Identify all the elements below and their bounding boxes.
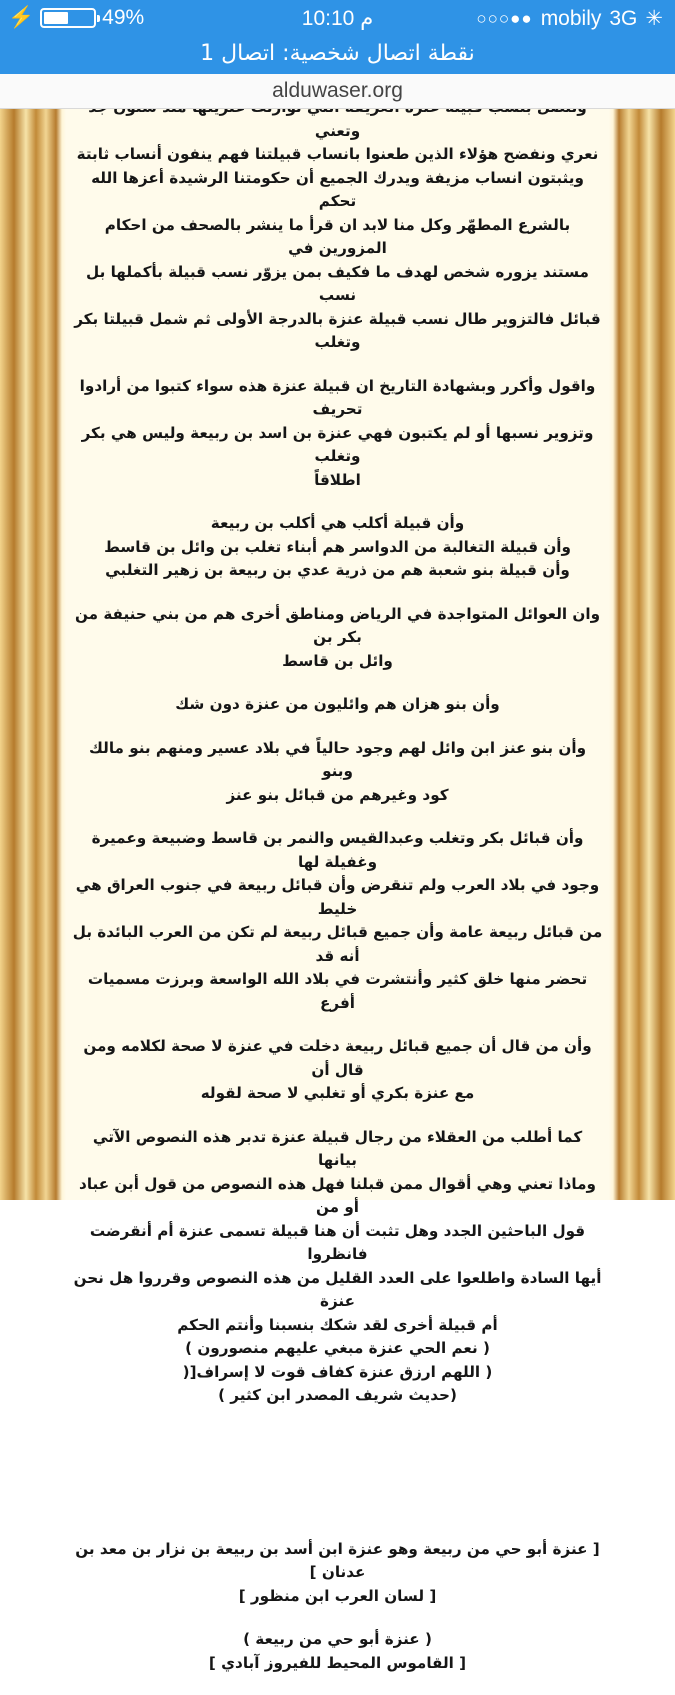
signal-strength-icon: ○○○●● — [476, 8, 533, 28]
text-line: أيها السادة واطلعوا على العدد القليل من هذه النصوص وقرروا هل نحن عنزة — [73, 1268, 602, 1310]
text-line: كود وغيرهم من قبائل بنو عنز — [226, 785, 449, 804]
text-line: ( اللهم ارزق عنزة كفاف قوت لا إسراف[( — [182, 1362, 493, 1381]
text-line: مستند يزوره شخص لهدف ما فكيف بمن يزوّر نسب قبيلة بأكملها بل نسب — [86, 262, 589, 304]
text-line: [ لسان العرب ابن منظور ] — [238, 1586, 437, 1605]
text-line: نعري ونفضح هؤلاء الذين طعنوا بانساب قبيلتنا فهم ينفون أنساب ثابتة — [76, 145, 599, 163]
network-type: 3G — [609, 6, 638, 30]
text-line: وأن من قال أن جميع قبائل ربيعة دخلت في عنزة لا صحة لكلامه ومن قال أن — [83, 1037, 592, 1079]
text-line: وان العوائل المتواجدة في الرياض ومناطق أخرى هم من بني حنيفة من بكر بن — [74, 604, 601, 646]
text-line: [ عنزة أبو حي من ربيعة وهو عنزة ابن أسد بن ربيعة بن نزار بن معد بن — [75, 1539, 600, 1558]
text-line: مع عنزة بكري أو تغلبي لا صحة لقوله — [200, 1084, 475, 1102]
text-line: وأن قبيلة التغالبة من الدواسر هم أبناء تغلب بن وائل بن قاسط — [104, 537, 571, 556]
url-bar[interactable]: alduwaser.org — [0, 74, 675, 109]
paragraph-11 — [72, 1628, 603, 1675]
text-line: وأن بنو هزان هم وائليون من عنزة دون شك — [175, 695, 500, 713]
text-line: اطلاقاً — [314, 470, 361, 489]
text-line: من قبائل ربيعة عامة وأن جميع قبائل ربيعة لم تكن من العرب البائدة بل أنه قد — [72, 923, 603, 965]
web-page — [0, 108, 675, 1672]
paragraph-7 — [72, 827, 603, 1015]
text-line: وأن قبيلة أكلب هي أكلب بن ربيعة — [210, 514, 465, 532]
paragraph-9 — [72, 1126, 603, 1408]
article-text — [72, 96, 603, 1695]
text-line: ( نعم الحي عنزة مبغي عليهم منصورون ) — [185, 1339, 490, 1357]
text-line: قول الباحثين الجدد وهل تثبت أن هنا قبيلة تسمى عنزة أم أنقرضت فانظروا — [89, 1221, 586, 1263]
paragraph-3 — [72, 512, 603, 583]
text-line: وماذا تعني وهي أقوال ممن قبلنا فهل هذه النصوص من قول أبن عباد أو من — [79, 1174, 596, 1216]
status-time: 10:10 م — [301, 7, 374, 30]
paragraph-4 — [72, 603, 603, 674]
text-line: قبائل فالتزوير طال نسب قبيلة عنزة بالدرجة الأولى ثم شمل قبيلتا بكر وتغلب — [74, 309, 601, 351]
status-right — [476, 6, 663, 31]
paragraph-8 — [72, 1035, 603, 1106]
paragraph-5 — [72, 693, 603, 717]
text-line: [ القاموس المحيط للفيروز آبادي ] — [208, 1653, 467, 1672]
text-line: وأن قبيلة بنو شعبة هم من ذرية عدي بن ربيعة بن زهير التغلبي — [105, 561, 570, 579]
text-line: وأن بنو عنز ابن وائل لهم وجود حالياً في بلاد عسير ومنهم بنو مالك وبنو — [88, 738, 587, 780]
text-line: ويثبتون انساب مزيفة ويدرك الجميع أن حكومتنا الرشيدة أعزها الله تحكم — [91, 168, 584, 210]
text-line: وأن قبائل بكر وتغلب وعبدالقيس والنمر بن قاسط وضبيعة وعميرة وغفيلة لها — [91, 829, 584, 871]
battery-percent: 49% — [102, 6, 145, 29]
text-line: وتزوير نسبها أو لم يكتبون فهي عنزة بن اسد بن ربيعة وليس هي بكر وتغلب — [81, 423, 594, 465]
hotspot-banner[interactable]: نقطة اتصال شخصية: اتصال 1 — [0, 36, 675, 74]
text-line: ( عنزة أبو حي من ربيعة ) — [243, 1630, 432, 1648]
paragraph-6 — [72, 737, 603, 808]
text-line: وتعني — [314, 121, 361, 140]
text-line: واقول وأكرر وبشهادة التاريخ ان قبيلة عنزة هذه سواء كتبوا من أرادوا تحريف — [79, 376, 596, 418]
text-line: (حديث شريف المصدر ابن كثير ) — [218, 1386, 457, 1404]
paragraph-10 — [72, 1538, 603, 1609]
text-line: وائل بن قاسط — [282, 651, 393, 670]
status-bar — [0, 0, 675, 36]
paragraph-1 — [72, 96, 603, 355]
activity-spinner-icon: ✳ — [645, 7, 663, 30]
text-line: كما أطلب من العقلاء من رجال قبيلة عنزة تدبر هذه النصوص الآتي بيانها — [92, 1127, 583, 1169]
text-line: وجود في بلاد العرب ولم تنقرض وأن قبائل ربيعة في جنوب العراق هي خليط — [75, 876, 600, 918]
charging-icon: ⚡ — [8, 6, 35, 29]
spacer — [72, 1428, 603, 1538]
text-line: تحضر منها خلق كثير وأنتشرت في بلاد الله الواسعة وبرزت مسميات أفرع — [87, 970, 588, 1012]
text-line: أم قبيلة أخرى لقد شكك بنسبنا وأنتم الحكم — [177, 1315, 498, 1334]
paragraph-2 — [72, 375, 603, 493]
text-line: بالشرع المطهّر وكل منا لابد ان قرأ ما ينشر بالصحف من احكام المزورين في — [104, 215, 571, 257]
text-line: عدنان ] — [309, 1563, 366, 1581]
carrier-name: mobily — [540, 6, 602, 30]
